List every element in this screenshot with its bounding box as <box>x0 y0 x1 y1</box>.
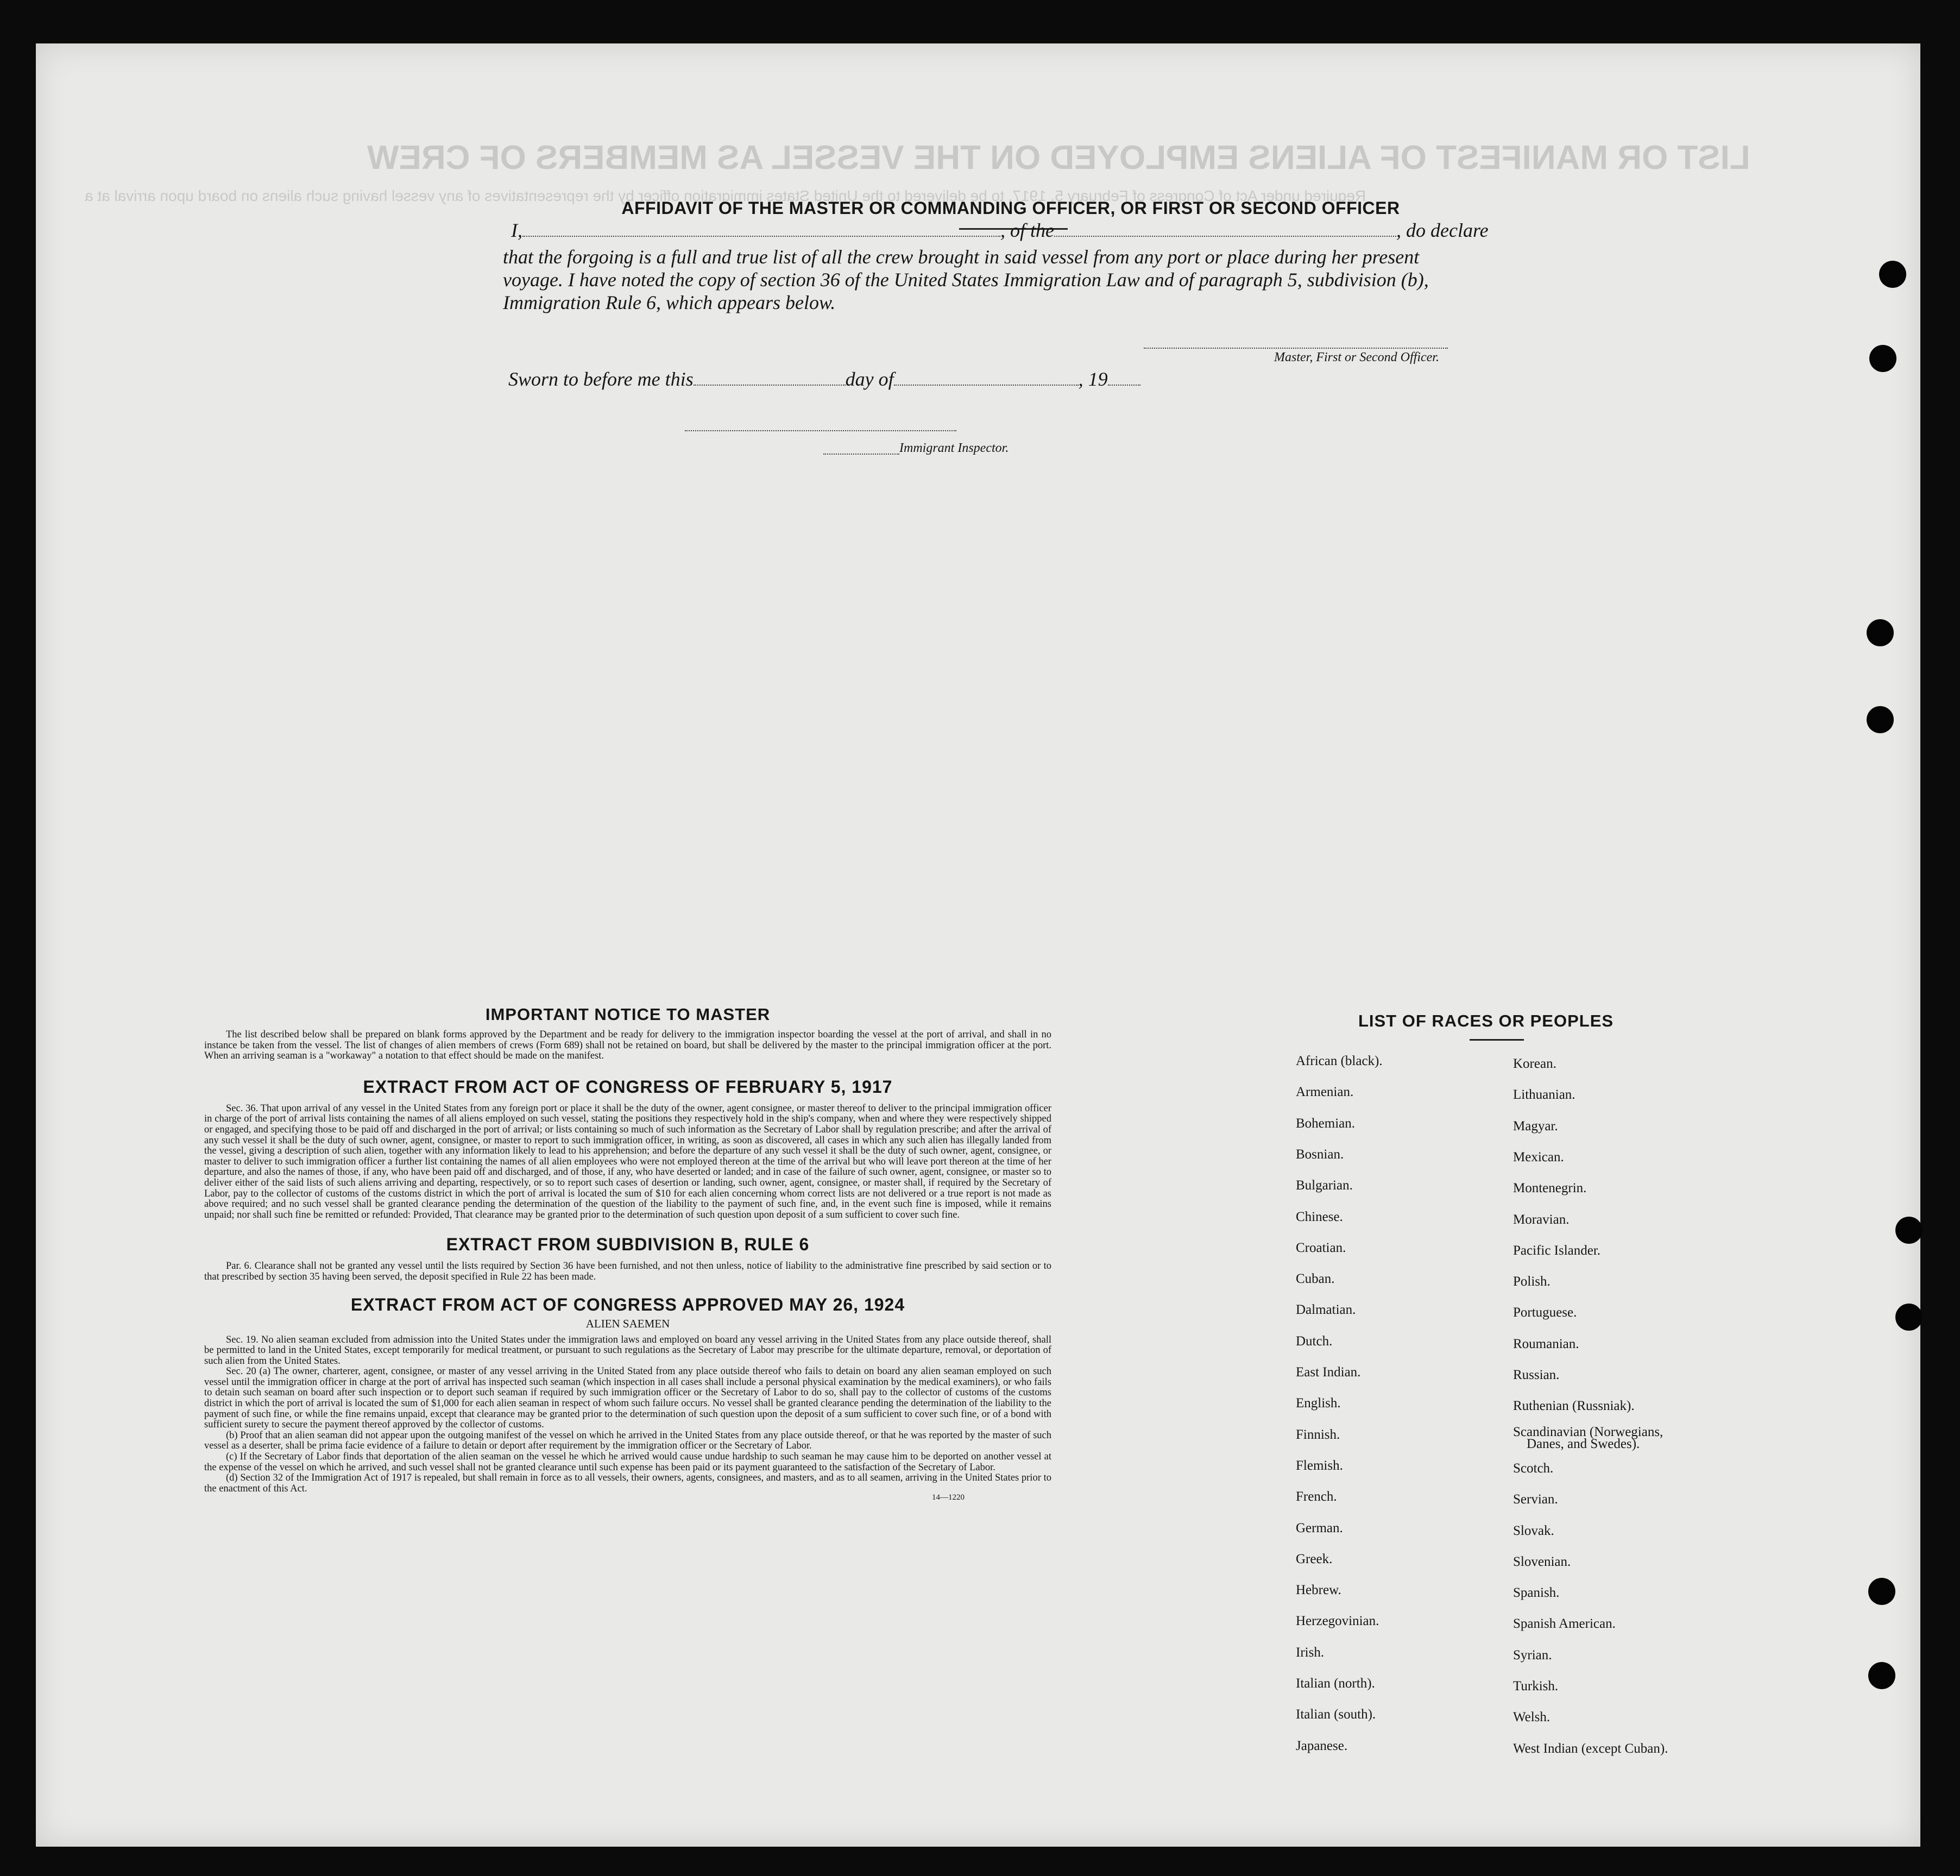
race-item: Servian. <box>1513 1492 1558 1507</box>
punch-hole <box>1868 1578 1895 1605</box>
race-item: Slovenian. <box>1513 1554 1571 1569</box>
race-item: West Indian (except Cuban). <box>1513 1741 1668 1756</box>
sec-19-text: Sec. 19. No alien seaman excluded from admission into the United States under the immigration laws and employed on board any vessel arriving in the United States from any place outside thereof, shall be permitted to land in the United States, except temporarily for medical treatment, or pursuant to such regulations as the Secretary of Labor may prescribe for the ultimate departure, removal, or deportation of such alien from the United States. <box>204 1334 1051 1367</box>
race-item: Greek. <box>1296 1552 1333 1566</box>
notice-column <box>204 1005 1051 1502</box>
race-item: Spanish. <box>1513 1585 1560 1600</box>
inspector-label-line <box>823 454 899 455</box>
sworn-label: Sworn to before me this <box>508 368 694 390</box>
punch-hole <box>1895 1217 1923 1244</box>
race-item: Magyar. <box>1513 1119 1558 1134</box>
master-signature-line[interactable] <box>1144 348 1448 349</box>
race-item: Korean. <box>1513 1056 1556 1071</box>
race-item: Scotch. <box>1513 1461 1554 1476</box>
race-item: French. <box>1296 1489 1337 1504</box>
race-item: Japanese. <box>1296 1739 1348 1753</box>
sworn-line <box>508 368 1140 391</box>
race-item: German. <box>1296 1521 1343 1535</box>
sworn-month-field[interactable] <box>894 370 1079 386</box>
race-item: Slovak. <box>1513 1524 1554 1538</box>
extract-rule6-text: Par. 6. Clearance shall not be granted any vessel until the lists required by Section 36 have been furnished, and not then unless, notice of liability to the administrative fine prescribed by said section or to that prescribed by section 35 having been served, the deposit specified in Rule 22 has been made. <box>204 1261 1051 1282</box>
races-heading: LIST OF RACES OR PEOPLES <box>1358 1011 1614 1030</box>
punch-hole <box>1867 619 1894 646</box>
race-item: Bosnian. <box>1296 1147 1344 1162</box>
punch-hole <box>1867 706 1894 733</box>
punch-hole <box>1879 261 1906 288</box>
race-item: Ruthenian (Russniak). <box>1513 1399 1635 1413</box>
form-number: 14—1220 <box>932 1493 965 1502</box>
race-item: Spanish American. <box>1513 1616 1616 1631</box>
race-item: Bulgarian. <box>1296 1178 1353 1193</box>
affidavit-text-line-4: Immigration Rule 6, which appears below. <box>503 292 836 313</box>
race-item: Herzegovinian. <box>1296 1614 1379 1628</box>
punch-hole <box>1895 1304 1923 1331</box>
race-item: Syrian. <box>1513 1648 1552 1663</box>
inspector-signature-line[interactable] <box>685 430 956 431</box>
sec-20b-text: (b) Proof that an alien seaman did not appear upon the outgoing manifest of the vessel on which he arrived in the United States from any place outside thereof, or that he was reported by the master of such vessel as a deserter, shall be prima facie evidence of a failure to detain or deport after requirement by the immigration officer or the Secretary of Labor. <box>204 1430 1051 1452</box>
year-label: , 19 <box>1078 368 1108 390</box>
affidavit-of-the-label: , of the <box>1000 219 1054 241</box>
race-item: East Indian. <box>1296 1365 1361 1380</box>
sec-20c-text: (c) If the Secretary of Labor finds that deportation of the alien seaman on the vessel he which he arrived would cause undue hardship to such seaman he may cause him to be deported on another vessel at the expense of the vessel on which he arrived, and such vessel shall not be granted clearance until such expense has been paid or its payment guaranteed to the satisfaction of the Secretary of Labor. <box>204 1451 1051 1473</box>
sworn-year-field[interactable] <box>1108 370 1140 386</box>
race-item: Finnish. <box>1296 1427 1340 1442</box>
master-name-field[interactable] <box>522 222 1000 237</box>
race-item: Montenegrin. <box>1513 1181 1587 1195</box>
race-item: Irish. <box>1296 1645 1325 1660</box>
affidavit-text-line-2: that the forgoing is a full and true list of all the crew brought in said vessel from any port or place during her present <box>503 246 1420 268</box>
sec-20d-text: (d) Section 32 of the Immigration Act of 1917 is repealed, but shall remain in force as to all vessels, their owners, agents, consignees, and masters, and as to all seamen, arriving in the United States prior to the enactment of this Act. <box>204 1472 1051 1494</box>
race-item: Roumanian. <box>1513 1337 1579 1351</box>
bleed-through-title: LIST OR MANIFEST OF ALIENS EMPLOYED ON THE VESSEL AS MEMBERS OF CREW <box>367 139 1750 177</box>
sworn-day-field[interactable] <box>694 370 846 386</box>
race-item: Polish. <box>1513 1274 1551 1289</box>
race-item: Portuguese. <box>1513 1305 1577 1320</box>
extract-1924-subheading: ALIEN SAEMEN <box>585 1317 670 1330</box>
vessel-name-field[interactable] <box>1054 222 1396 237</box>
affidavit-i-label: I, <box>511 219 522 241</box>
affidavit-declaration-line <box>511 219 1489 242</box>
notice-heading: IMPORTANT NOTICE TO MASTER <box>485 1005 771 1024</box>
race-item: Scandinavian (Norwegians, <box>1513 1425 1663 1439</box>
punch-hole <box>1869 345 1896 372</box>
race-item: African (black). <box>1296 1054 1383 1068</box>
extract-1924-heading: EXTRACT FROM ACT OF CONGRESS APPROVED MAY 26, 1924 <box>350 1294 905 1314</box>
race-item: Bohemian. <box>1296 1116 1356 1131</box>
race-item: Dutch. <box>1296 1334 1333 1349</box>
affidavit-declare-label: , do declare <box>1396 219 1489 241</box>
race-item: Turkish. <box>1513 1679 1559 1694</box>
race-item: Lithuanian. <box>1513 1087 1575 1102</box>
bleed-through-subtitle: Required under Act of Congress of February 5, 1917, to be delivered to the United States immigration officer by the representatives of any vessel having such aliens on board upon arrival at a <box>85 187 1366 204</box>
document-page <box>36 43 1920 1847</box>
race-item: Dalmatian. <box>1296 1302 1356 1317</box>
master-signature-label: Master, First or Second Officer. <box>1274 350 1439 364</box>
day-of-label: day of <box>845 368 894 390</box>
race-item: Chinese. <box>1296 1210 1343 1224</box>
race-item: Cuban. <box>1296 1271 1335 1286</box>
race-item: Pacific Islander. <box>1513 1243 1601 1258</box>
race-item: Welsh. <box>1513 1710 1551 1724</box>
race-item: Armenian. <box>1296 1085 1354 1099</box>
punch-hole <box>1868 1662 1895 1689</box>
race-item: Italian (south). <box>1296 1707 1376 1722</box>
race-item: Italian (north). <box>1296 1676 1375 1691</box>
extract-1917-text: Sec. 36. That upon arrival of any vessel in the United States from any foreign port or place it shall be the duty of the owner, agent consignee, or master thereof to deliver to the principal immigration officer in charge of the port of arrival lists containing the names of all aliens employed on such vessel, stating the positions they respectively hold in the ship's company, when and where they were respectively shipped or engaged, and specifying those to be paid off and discharged in the port of arrival; or lists containing so much of such information as the Secretary of Labor shall by regulation prescribe; and after the arrival of any such vessel it shall be the duty of such owner, agent, consignee, or master to report to such immigration officer, in writing, as soon as discovered, all cases in which any such alien has illegally landed from the vessel, giving a description of such alien, together with any information likely to lead to his apprehension; and before the departure of any such vessel it shall be the duty of such owner, agent, consignee, or master to deliver to such immigration officer a further list containing the names of all alien employees who were not employed thereon at the time of the arrival but who will leave port thereon at the time of her departure, and also the names of those, if any, who have been paid off and discharged, and of those, if any, who have deserted or landed; and in case of the failure of such owner, agent, consignee, or master so to deliver either of the said lists of such aliens arriving and departing, respectively, or so to report such cases of desertion or landing, such owner, agent, consignee, or master shall, if required by the Secretary of Labor, pay to the collector of customs of the customs district in which the port of arrival is located the sum of $10 for each alien concerning whom correct lists are not delivered or a true report is not made as above required; and no such vessel shall be granted clearance pending the determination of the question of the liability to the payment of such fine, and, in the event such fine is imposed, while it remains unpaid; nor shall such fine be remitted or refunded: Provided, That clearance may be granted prior to the determination of such question upon deposit of a sum sufficient to cover such fine. <box>204 1103 1051 1220</box>
inspector-label: Immigrant Inspector. <box>899 441 1009 455</box>
notice-text: The list described below shall be prepared on blank forms approved by the Department and be ready for delivery to the immigration inspector boarding the vessel at the port of arrival, and shall in no instance be taken from the vessel. The list of changes of alien members of crews (Form 689) shall not be retained on board, but shall be delivered by the master to the principal immigration officer at the port. When an arriving seaman is a "workaway" a notation to that effect should be made on the manifest. <box>204 1029 1051 1062</box>
race-scandinavian-continued: Danes, and Swedes). <box>1527 1437 1640 1451</box>
extract-1917-heading: EXTRACT FROM ACT OF CONGRESS OF FEBRUARY 5, 1917 <box>363 1077 893 1097</box>
race-item: Croatian. <box>1296 1241 1346 1255</box>
affidavit-title: AFFIDAVIT OF THE MASTER OR COMMANDING OFFICER, OR FIRST OR SECOND OFFICER <box>621 198 1400 218</box>
race-item: Russian. <box>1513 1368 1560 1382</box>
races-heading-rule <box>1470 1039 1524 1041</box>
race-item: Moravian. <box>1513 1212 1570 1227</box>
race-item: English. <box>1296 1396 1341 1411</box>
race-item: Flemish. <box>1296 1458 1343 1473</box>
affidavit-text-line-3: voyage. I have noted the copy of section 36 of the United States Immigration Law and of paragraph 5, subdivision (b), <box>503 269 1429 291</box>
extract-rule6-heading: EXTRACT FROM SUBDIVISION B, RULE 6 <box>446 1235 810 1255</box>
sec-20a-text: Sec. 20 (a) The owner, charterer, agent, consignee, or master of any vessel arriving in the United Stated from any place outside thereof who fails to detain on board any alien seaman employed on such vessel until the immigration officer in charge at the port of arrival has inspected such seaman (which inspection in all cases shall include a personal physical examination by the medical examiners), or who fails to detain such seaman on board after such inspection or to deport such seaman if required by such immigration officer or the Secretary of Labor to do so, shall pay to the collector of customs of the customs district in which the port of arrival is located the sum of $1,000 for each alien seaman in respect of whom such failure occurs. No vessel shall be granted clearance pending the determination of the liability to the payment of such fine, or while the fine remains unpaid, except that clearance may be granted prior to the determination of such question upon the deposit of a sum sufficient to cover such fine, or of a bond with sufficient surety to secure the payment thereof approved by the collector of customs. <box>204 1366 1051 1431</box>
race-item: Mexican. <box>1513 1150 1564 1164</box>
race-item: Hebrew. <box>1296 1583 1341 1597</box>
